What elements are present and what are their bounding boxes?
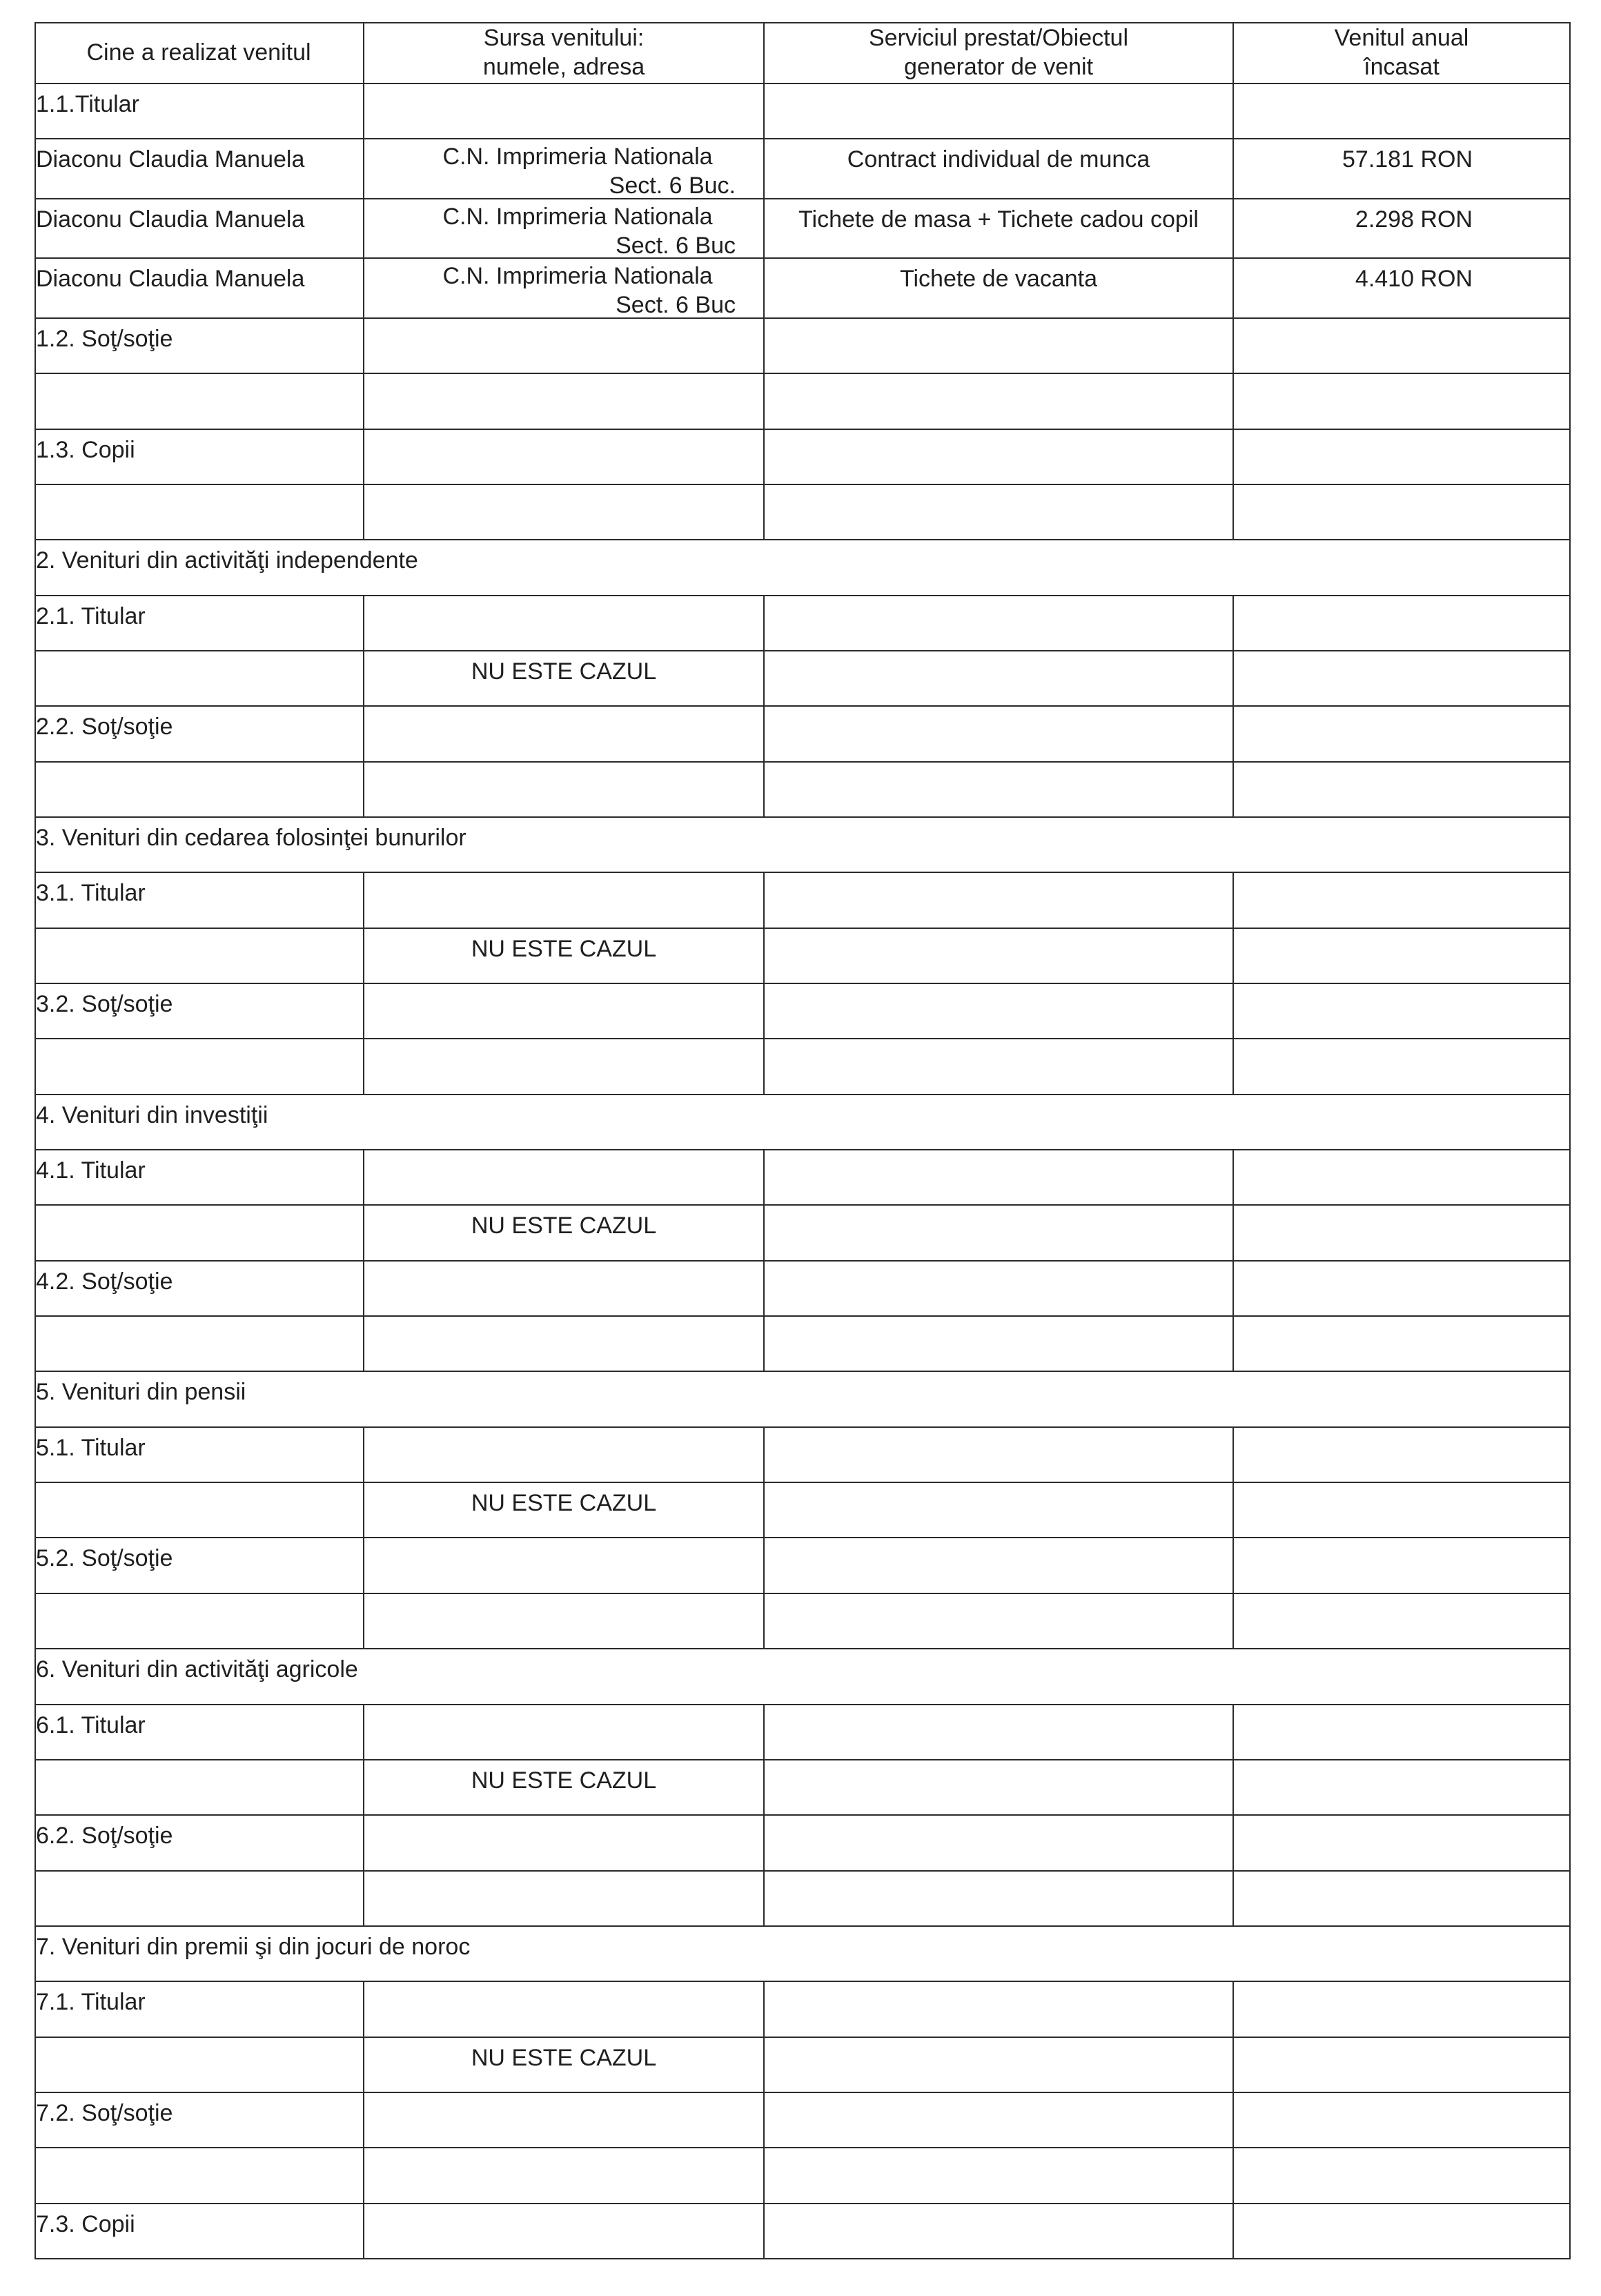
row-service xyxy=(765,763,1234,818)
row-source xyxy=(364,1317,765,1372)
row-amount xyxy=(1234,1317,1571,1372)
not-applicable-text: NU ESTE CAZUL xyxy=(471,1213,657,1239)
income-service-text: Tichete de vacanta xyxy=(899,266,1098,293)
income-earner-name: Diaconu Claudia Manuela xyxy=(36,146,305,173)
row-source xyxy=(364,259,765,319)
row-amount xyxy=(1234,1982,1571,2037)
row-label-text: 4.1. Titular xyxy=(36,1157,146,1184)
income-amount: 4.410 RON xyxy=(1355,266,1473,293)
row-amount xyxy=(1234,374,1571,429)
section-heading-text: 5. Venituri din pensii xyxy=(36,1379,246,1406)
row-source xyxy=(364,873,765,928)
row-service xyxy=(765,84,1234,139)
row-service xyxy=(765,1039,1234,1095)
row-amount xyxy=(1234,1483,1571,1538)
row-who xyxy=(35,651,364,707)
row-who xyxy=(35,1039,364,1095)
row-source xyxy=(364,84,765,139)
row-service xyxy=(765,1872,1234,1927)
row-service xyxy=(765,1262,1234,1317)
row-source xyxy=(364,1428,765,1483)
row-amount xyxy=(1234,319,1571,374)
row-service xyxy=(765,374,1234,429)
column-header-text: Serviciul prestat/Obiectul generator de venit xyxy=(868,25,1129,80)
row-label-text: 6.1. Titular xyxy=(36,1711,146,1738)
row-service xyxy=(765,1483,1234,1538)
row-amount xyxy=(1234,485,1571,540)
column-header xyxy=(1234,22,1571,84)
row-who xyxy=(35,139,364,199)
column-header-text: Cine a realizat venitul xyxy=(86,39,311,66)
row-source xyxy=(364,319,765,374)
row-service xyxy=(765,485,1234,540)
row-source xyxy=(364,485,765,540)
income-source-address: Sect. 6 Buc xyxy=(616,292,736,319)
section-heading-text: 6. Venituri din activităţi agricole xyxy=(36,1656,358,1683)
row-source xyxy=(364,1262,765,1317)
row-who xyxy=(35,1317,364,1372)
row-amount xyxy=(1234,1872,1571,1927)
row-source xyxy=(364,1982,765,2037)
section-heading-text: 2. Venituri din activităţi independente xyxy=(36,547,418,574)
row-who xyxy=(35,873,364,928)
row-service xyxy=(765,2093,1234,2148)
row-service xyxy=(765,651,1234,707)
row-source xyxy=(364,1594,765,1649)
row-label-text: 4.2. Soţ/soţie xyxy=(36,1268,173,1295)
row-who xyxy=(35,1982,364,2037)
row-who xyxy=(35,1760,364,1816)
row-service xyxy=(765,1538,1234,1593)
row-who xyxy=(35,1428,364,1483)
row-service xyxy=(765,1206,1234,1261)
not-applicable-text: NU ESTE CAZUL xyxy=(471,2044,657,2071)
row-who xyxy=(35,1150,364,1206)
row-service xyxy=(765,1594,1234,1649)
row-amount xyxy=(1234,1262,1571,1317)
income-source-address: Sect. 6 Buc. xyxy=(609,173,736,199)
row-label-text: 1.1.Titular xyxy=(36,91,139,117)
row-amount xyxy=(1234,2093,1571,2148)
row-amount xyxy=(1234,2148,1571,2204)
income-source-name: C.N. Imprimeria Nationala xyxy=(442,144,713,170)
section-heading-text: 3. Venituri din cedarea folosinţei bunurilor xyxy=(36,824,466,851)
row-amount xyxy=(1234,1705,1571,1760)
row-label-text: 5.1. Titular xyxy=(36,1434,146,1461)
row-who xyxy=(35,596,364,651)
row-service xyxy=(765,873,1234,928)
row-source xyxy=(364,139,765,199)
row-label-text: 7.2. Soţ/soţie xyxy=(36,2099,173,2126)
row-service xyxy=(765,1816,1234,1871)
income-service-text: Tichete de masa + Tichete cadou copil xyxy=(798,206,1199,233)
section-heading xyxy=(35,1095,1571,1150)
row-amount xyxy=(1234,1816,1571,1871)
row-amount xyxy=(1234,1538,1571,1593)
row-source xyxy=(364,707,765,762)
row-service xyxy=(765,1760,1234,1816)
not-applicable-text: NU ESTE CAZUL xyxy=(471,658,657,685)
row-amount xyxy=(1234,139,1571,199)
row-label-text: 1.3. Copii xyxy=(36,436,135,463)
income-amount: 2.298 RON xyxy=(1355,206,1473,233)
row-amount xyxy=(1234,84,1571,139)
row-source xyxy=(364,651,765,707)
row-source xyxy=(364,929,765,984)
row-amount xyxy=(1234,1428,1571,1483)
row-source xyxy=(364,1760,765,1816)
income-service-text: Contract individual de munca xyxy=(847,146,1150,173)
row-service xyxy=(765,2148,1234,2204)
income-source-address: Sect. 6 Buc xyxy=(616,232,736,259)
row-source xyxy=(364,430,765,485)
row-amount xyxy=(1234,873,1571,928)
row-who xyxy=(35,1705,364,1760)
income-amount: 57.181 RON xyxy=(1342,146,1473,173)
row-source xyxy=(364,1039,765,1095)
row-service xyxy=(765,1982,1234,2037)
column-header-text: Sursa venitului: numele, adresa xyxy=(482,25,645,80)
row-label-text: 7.1. Titular xyxy=(36,1989,146,2016)
column-header xyxy=(765,22,1234,84)
row-source xyxy=(364,374,765,429)
row-service xyxy=(765,259,1234,319)
row-who xyxy=(35,763,364,818)
row-amount xyxy=(1234,763,1571,818)
row-who xyxy=(35,707,364,762)
row-who xyxy=(35,929,364,984)
row-source xyxy=(364,2093,765,2148)
row-amount xyxy=(1234,984,1571,1039)
row-service xyxy=(765,199,1234,259)
row-amount xyxy=(1234,707,1571,762)
not-applicable-text: NU ESTE CAZUL xyxy=(471,935,657,962)
row-amount xyxy=(1234,199,1571,259)
row-who xyxy=(35,319,364,374)
row-who xyxy=(35,1594,364,1649)
row-amount xyxy=(1234,430,1571,485)
row-source xyxy=(364,1150,765,1206)
row-source xyxy=(364,1483,765,1538)
row-service xyxy=(765,929,1234,984)
row-who xyxy=(35,2038,364,2093)
row-who xyxy=(35,2093,364,2148)
row-amount xyxy=(1234,259,1571,319)
row-label-text: 2.1. Titular xyxy=(36,602,146,629)
row-who xyxy=(35,430,364,485)
income-earner-name: Diaconu Claudia Manuela xyxy=(36,266,305,293)
row-service xyxy=(765,139,1234,199)
row-source xyxy=(364,1206,765,1261)
row-who xyxy=(35,1538,364,1593)
row-service xyxy=(765,1317,1234,1372)
row-label-text: 3.2. Soţ/soţie xyxy=(36,991,173,1017)
row-amount xyxy=(1234,1150,1571,1206)
section-heading xyxy=(35,818,1571,873)
section-heading xyxy=(35,540,1571,596)
row-source xyxy=(364,199,765,259)
row-who xyxy=(35,485,364,540)
row-amount xyxy=(1234,1760,1571,1816)
row-amount xyxy=(1234,929,1571,984)
row-source xyxy=(364,1872,765,1927)
row-who xyxy=(35,1872,364,1927)
income-source-name: C.N. Imprimeria Nationala xyxy=(442,263,713,290)
column-header xyxy=(364,22,765,84)
row-service xyxy=(765,596,1234,651)
row-who xyxy=(35,1816,364,1871)
row-label-text: 7.3. Copii xyxy=(36,2210,135,2237)
row-who xyxy=(35,84,364,139)
row-who xyxy=(35,1483,364,1538)
row-amount xyxy=(1234,1206,1571,1261)
income-earner-name: Diaconu Claudia Manuela xyxy=(36,206,305,233)
row-service xyxy=(765,319,1234,374)
row-amount xyxy=(1234,1594,1571,1649)
row-service xyxy=(765,1150,1234,1206)
row-who xyxy=(35,1206,364,1261)
row-label-text: 6.2. Soţ/soţie xyxy=(36,1823,173,1849)
row-source xyxy=(364,596,765,651)
row-service xyxy=(765,2038,1234,2093)
row-amount xyxy=(1234,2204,1571,2259)
row-amount xyxy=(1234,1039,1571,1095)
section-heading xyxy=(35,1649,1571,1705)
row-label-text: 3.1. Titular xyxy=(36,880,146,907)
section-heading-text: 4. Venituri din investiţii xyxy=(36,1101,268,1128)
row-who xyxy=(35,374,364,429)
row-label-text: 2.2. Soţ/soţie xyxy=(36,714,173,740)
section-heading-text: 7. Venituri din premii şi din jocuri de noroc xyxy=(36,1933,471,1960)
row-source xyxy=(364,1705,765,1760)
row-service xyxy=(765,2204,1234,2259)
row-amount xyxy=(1234,596,1571,651)
row-source xyxy=(364,2204,765,2259)
row-who xyxy=(35,2204,364,2259)
row-amount xyxy=(1234,651,1571,707)
row-source xyxy=(364,2148,765,2204)
row-source xyxy=(364,2038,765,2093)
row-label-text: 1.2. Soţ/soţie xyxy=(36,325,173,352)
section-heading xyxy=(35,1927,1571,1982)
income-source-name: C.N. Imprimeria Nationala xyxy=(442,203,713,230)
row-who xyxy=(35,2148,364,2204)
row-service xyxy=(765,430,1234,485)
not-applicable-text: NU ESTE CAZUL xyxy=(471,1490,657,1517)
income-declaration-table xyxy=(35,22,1571,2259)
row-who xyxy=(35,1262,364,1317)
row-source xyxy=(364,984,765,1039)
row-label-text: 5.2. Soţ/soţie xyxy=(36,1545,173,1572)
row-who xyxy=(35,199,364,259)
row-service xyxy=(765,1705,1234,1760)
row-source xyxy=(364,1816,765,1871)
row-who xyxy=(35,984,364,1039)
column-header-text: Venitul anual încasat xyxy=(1334,25,1469,80)
row-source xyxy=(364,763,765,818)
row-source xyxy=(364,1538,765,1593)
row-service xyxy=(765,984,1234,1039)
not-applicable-text: NU ESTE CAZUL xyxy=(471,1767,657,1794)
column-header xyxy=(35,22,364,84)
row-amount xyxy=(1234,2038,1571,2093)
row-service xyxy=(765,1428,1234,1483)
row-who xyxy=(35,259,364,319)
row-service xyxy=(765,707,1234,762)
section-heading xyxy=(35,1372,1571,1427)
